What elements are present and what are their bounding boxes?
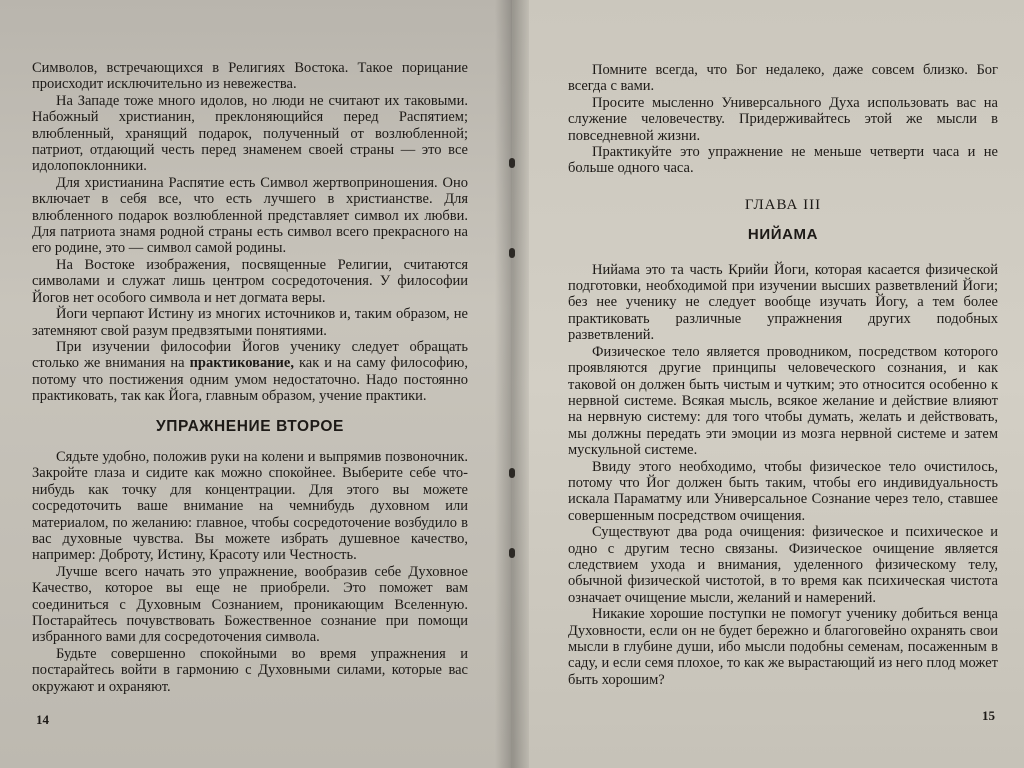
right-paragraph-4: Существуют два рода очищения: физическое и психическое и одно с другим тесно связаны. Физическое очищение является следствием ухода и внимания, уделенного физическому телу, обычной физической чистотой, в то время как психическая чистота означает очищение мысли, желаний и намерений. bbox=[568, 524, 998, 606]
left-paragraph-6-start: При изучении философии Йогов ученику следует обращать столько же внимания на bbox=[32, 338, 468, 372]
left-paragraph-3: Для христианина Распятие есть Символ жертвоприношения. Оно включает в себя все, что есть лучшего в христианстве. Для влюбленного подарок возлюбленной представляет символ их любви. Для патриота знамя родной страны есть символ всего прекрасного на его родине, это — символ самой родины. bbox=[32, 174, 468, 257]
left-paragraph-6-end: как и на саму философию, потому что постижения одним умом недостаточно. Надо постоянно практиковать, так как Йога, главным образом, учение практики. bbox=[32, 355, 468, 405]
left-paragraph-5: Йоги черпают Истину из многих источников и, таким образом, не затемняют свой разум предвзятыми понятиями. bbox=[32, 306, 468, 339]
binding-staple bbox=[509, 158, 515, 168]
exercise-heading: УПРАЖНЕНИЕ ВТОРОЕ bbox=[156, 417, 344, 435]
exercise-paragraph-2: Лучше всего начать это упражнение, вообразив себе Духовное Качество, которое вы еще не приобрели. Это поможет вам соединиться с Духовным Сознанием, проникающим Вселенную. Постарайтесь почувствовать Божественное сознание при помощи избранного вами для сосредоточения символа. bbox=[32, 563, 468, 646]
right-page-text bbox=[568, 62, 998, 688]
left-paragraph-6 bbox=[32, 339, 468, 405]
left-paragraph-1: Символов, встречающихся в Религиях Востока. Такое порицание происходит исключительно из невежества. bbox=[32, 60, 468, 93]
right-paragraph-3: Ввиду этого необходимо, чтобы физическое тело очистилось, потому что Йог должен быть таким, чтобы его индивидуальность искала Параматму или Универсальное Сознание через тело, ставшее совершенным посредством очищения. bbox=[568, 458, 998, 524]
right-top-paragraph-3: Практикуйте это упражнение не меньше четверти часа и не больше одного часа. bbox=[568, 144, 998, 177]
exercise-paragraph-3: Будьте совершенно спокойными во время упражнения и постарайтесь войти в гармонию с Духовными силами, которые вас окружают и охраняют. bbox=[32, 645, 468, 695]
left-paragraph-4: На Востоке изображения, посвященные Религии, считаются символами и служат лишь центром сосредоточения. У философии Йогов нет особого символа и нет догмата веры. bbox=[32, 256, 468, 306]
left-page-number: 14 bbox=[36, 712, 49, 727]
right-top-paragraph-2: Просите мысленно Универсального Духа использовать вас на служение человечеству. Придерживайтесь этой же мысли в повседневной жизни. bbox=[568, 94, 998, 144]
binding-staple bbox=[509, 248, 515, 258]
right-paragraph-2: Физическое тело является проводником, посредством которого проявляются другие принципы человеческого сознания, и как таковой он должен быть чистым и чутким; это относится особенно к нервной системе. Всякая мысль, всякое желание и действие влияют на нервную систему: для того чтобы думать, желать и действовать, мы должны передать эти эмоции из мозга нервной системе и затем мускульной системе. bbox=[568, 343, 998, 459]
binding-staple bbox=[509, 548, 515, 558]
right-page-number: 15 bbox=[982, 708, 995, 723]
right-paragraph-5: Никакие хорошие поступки не помогут ученику добиться венца Духовности, если он не будет бережно и благоговейно охранять свои мысли в глубине души, ибо мысли подобны семенам, посаженным в саду, и если семя плохое, то как же вырастающий из него плод может быть хорошим? bbox=[568, 606, 998, 688]
section-heading: НИЙАМА bbox=[747, 226, 819, 244]
left-paragraph-2: На Западе тоже много идолов, но люди не считают их таковыми. Набожный христианин, преклоняющийся перед Распятием; влюбленный, хранящий подарок, полученный от возлюбленной; патриот, отдающий честь перед знаменем своей страны — это все идолопоклонники. bbox=[32, 92, 468, 175]
exercise-paragraph-1: Сядьте удобно, положив руки на колени и выпрямив позвоночник. Закройте глаза и сидите как можно спокойнее. Выберите себе что-нибудь как точку для концентрации. Для этого вы можете сосредоточить ваше внимание на чемнибудь духовном или материалом, по желанию: главное, чтобы сосредоточение возбудило в вас духовные чувства. Вы можете избрать душевное качество, например: Доброту, Истину, Красоту или Честность. bbox=[32, 448, 468, 564]
left-paragraph-6-bold: практикование, bbox=[189, 355, 294, 372]
left-page-text bbox=[32, 60, 468, 695]
right-page bbox=[512, 0, 1024, 768]
right-top-paragraph-1: Помните всегда, что Бог недалеко, даже совсем близко. Бог всегда с вами. bbox=[568, 62, 998, 95]
chapter-title: ГЛАВА III bbox=[744, 196, 822, 213]
book-gutter bbox=[495, 0, 529, 768]
right-paragraph-1: Нийама это та часть Крийи Йоги, которая касается физической подготовки, необходимой при изучении высших разветвлений Йоги; без нее ученику не следует вообще изучать Йогу, а тем более практиковать различные упражнения других подобных разветвлений. bbox=[568, 261, 998, 344]
binding-staple bbox=[509, 468, 515, 478]
